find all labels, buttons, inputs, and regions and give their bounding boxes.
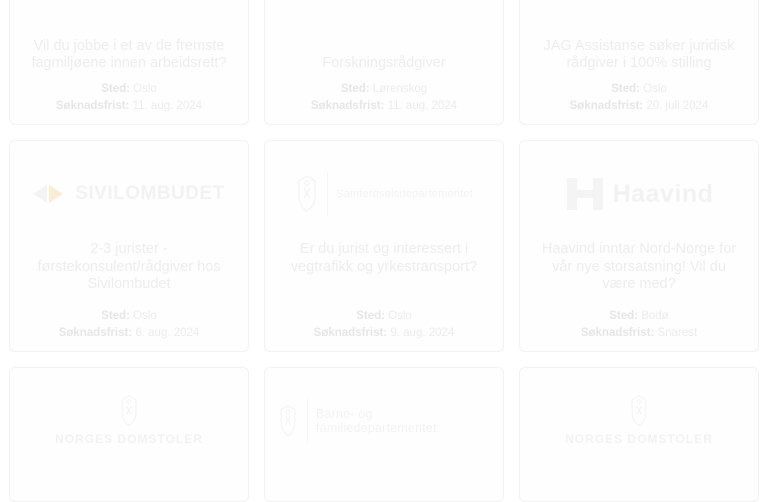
job-card[interactable] bbox=[264, 0, 504, 125]
job-location bbox=[356, 310, 412, 322]
norwegian-coat-of-arms-icon bbox=[118, 394, 140, 428]
job-deadline bbox=[311, 100, 457, 112]
logo-divider bbox=[307, 399, 308, 443]
deadline-value: 9. aug. 2024 bbox=[390, 327, 455, 339]
job-location bbox=[101, 83, 157, 95]
company-logo bbox=[22, 155, 236, 233]
job-deadline bbox=[570, 100, 709, 112]
location-value: Oslo bbox=[643, 83, 667, 95]
job-card[interactable] bbox=[264, 140, 504, 352]
company-name: Haavind bbox=[612, 179, 714, 208]
location-label: Sted: bbox=[101, 83, 130, 95]
job-location bbox=[341, 83, 427, 95]
deadline-value: 20. juli 2024 bbox=[646, 100, 709, 112]
job-title: Vil du jobbe i et av de fremste fagmiljøene innen arbeidsrett? bbox=[31, 37, 227, 72]
location-label: Sted: bbox=[356, 310, 385, 322]
deadline-value: 6. aug. 2024 bbox=[135, 327, 200, 339]
norwegian-coat-of-arms-icon bbox=[295, 174, 319, 214]
location-value: Oslo bbox=[388, 310, 412, 322]
job-location bbox=[101, 310, 157, 322]
job-title: Er du jurist og interessert i vegtrafikk og yrkestransport? bbox=[290, 241, 478, 275]
location-value: Lørenskog bbox=[372, 83, 428, 95]
location-label: Sted: bbox=[609, 310, 639, 322]
logo-divider bbox=[327, 172, 328, 216]
sivilombudet-icon bbox=[33, 183, 67, 205]
company-name: NORGES DOMSTOLER bbox=[55, 432, 203, 447]
company-name: Barne- og familiedepartementet bbox=[315, 406, 437, 435]
job-deadline bbox=[581, 327, 697, 339]
deadline-value: 11. aug. 2024 bbox=[132, 100, 203, 112]
location-label: Sted: bbox=[101, 310, 130, 322]
job-card[interactable] bbox=[264, 367, 504, 502]
job-title: JAG Assistanse søker juridisk rådgiver i 100% stilling bbox=[543, 37, 735, 72]
location-value: Bodø bbox=[641, 310, 669, 322]
deadline-label: Søknadsfrist: bbox=[569, 100, 644, 112]
company-logo bbox=[277, 155, 491, 233]
job-title: Forskningsrådgiver bbox=[322, 55, 446, 72]
location-value: Oslo bbox=[133, 310, 157, 322]
norwegian-coat-of-arms-icon bbox=[628, 394, 650, 428]
company-name: SIVILOMBUDET bbox=[75, 183, 225, 205]
job-deadline bbox=[56, 100, 202, 112]
deadline-label: Søknadsfrist: bbox=[580, 327, 655, 339]
deadline-value: 11. aug. 2024 bbox=[387, 100, 458, 112]
job-card[interactable] bbox=[9, 367, 249, 502]
company-logo bbox=[532, 382, 746, 460]
job-location bbox=[609, 310, 668, 322]
location-value: Oslo bbox=[133, 83, 157, 95]
company-logo bbox=[532, 155, 746, 233]
job-card[interactable] bbox=[9, 0, 249, 125]
company-logo bbox=[22, 382, 236, 460]
job-card[interactable] bbox=[519, 0, 759, 125]
job-card[interactable] bbox=[519, 140, 759, 352]
deadline-label: Søknadsfrist: bbox=[58, 327, 133, 339]
job-title: Haavind inntar Nord-Norge for vår nye storsatsning! Vil du være med? bbox=[541, 241, 737, 293]
haavind-icon bbox=[565, 176, 605, 212]
location-label: Sted: bbox=[611, 83, 640, 95]
deadline-label: Søknadsfrist: bbox=[55, 100, 130, 112]
job-card[interactable] bbox=[519, 367, 759, 502]
deadline-value: Snarest bbox=[657, 327, 698, 339]
deadline-label: Søknadsfrist: bbox=[313, 327, 388, 339]
norwegian-coat-of-arms-icon bbox=[277, 404, 299, 438]
job-title: 2-3 jurister - førstekonsulent/rådgiver hos Sivilombudet bbox=[37, 241, 221, 293]
company-name: Samferdselsdepartementet bbox=[336, 187, 473, 200]
job-card[interactable] bbox=[9, 140, 249, 352]
job-deadline bbox=[59, 327, 200, 339]
location-label: Sted: bbox=[340, 83, 370, 95]
company-logo bbox=[277, 382, 491, 460]
company-name: NORGES DOMSTOLER bbox=[565, 432, 713, 447]
job-deadline bbox=[314, 327, 455, 339]
job-location bbox=[611, 83, 667, 95]
deadline-label: Søknadsfrist: bbox=[310, 100, 385, 112]
